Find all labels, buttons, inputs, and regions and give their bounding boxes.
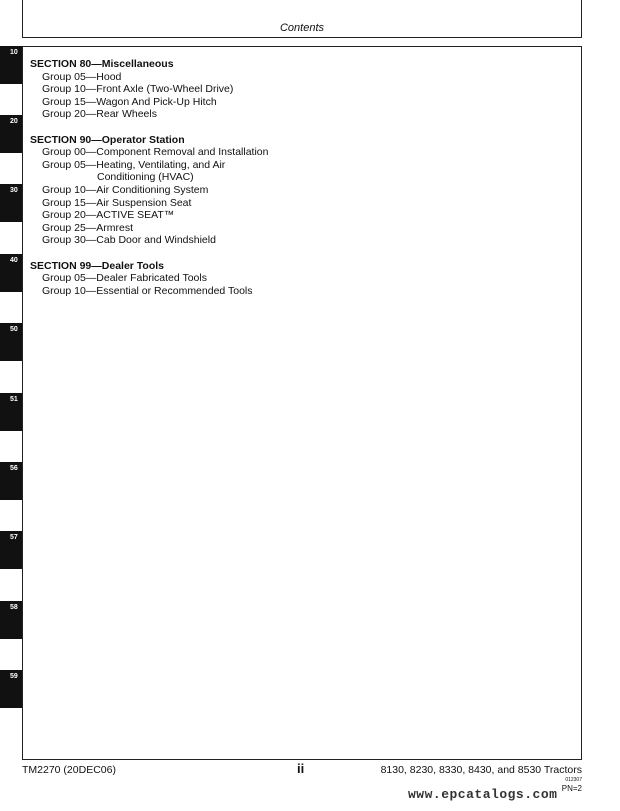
manual-number: TM2270 (20DEC06) — [22, 764, 116, 776]
group-entry[interactable]: Group 25—Armrest — [42, 221, 134, 234]
pn-number: PN=2 — [561, 784, 582, 793]
group-entry[interactable]: Group 10—Air Conditioning System — [42, 183, 209, 196]
section-heading[interactable]: SECTION 99—Dealer Tools — [30, 259, 165, 272]
group-entry[interactable]: Group 10—Essential or Recommended Tools — [42, 284, 253, 297]
section-tab[interactable]: 50 — [0, 323, 22, 361]
group-entry[interactable]: Group 00—Component Removal and Installation — [42, 146, 269, 159]
section-tab[interactable]: 51 — [0, 393, 22, 431]
section-heading[interactable]: SECTION 90—Operator Station — [30, 133, 185, 146]
group-entry-continued[interactable]: Conditioning (HVAC) — [97, 171, 194, 184]
group-entry[interactable]: Group 05—Heating, Ventilating, and Air — [42, 158, 226, 171]
section-tab[interactable]: 59 — [0, 670, 22, 708]
section-tab[interactable]: 10 — [0, 46, 22, 84]
page-title: Contents — [279, 22, 325, 34]
group-entry[interactable]: Group 05—Hood — [42, 70, 122, 83]
section-tab[interactable]: 30 — [0, 184, 22, 222]
group-entry[interactable]: Group 20—ACTIVE SEAT™ — [42, 209, 175, 222]
revision-code: 012307 — [565, 777, 582, 783]
group-entry[interactable]: Group 15—Air Suspension Seat — [42, 196, 192, 209]
section-tab[interactable]: 56 — [0, 462, 22, 500]
page-number: ii — [297, 761, 305, 776]
group-entry[interactable]: Group 30—Cab Door and Windshield — [42, 234, 216, 247]
group-entry[interactable]: Group 05—Dealer Fabricated Tools — [42, 272, 207, 285]
section-tab[interactable]: 58 — [0, 601, 22, 639]
table-of-contents — [30, 58, 268, 297]
header-frame — [22, 0, 582, 38]
section-heading[interactable]: SECTION 80—Miscellaneous — [30, 58, 174, 70]
section-tab[interactable]: 40 — [0, 254, 22, 292]
group-entry[interactable]: Group 15—Wagon And Pick-Up Hitch — [42, 95, 217, 108]
section-tab[interactable]: 20 — [0, 115, 22, 153]
group-entry[interactable]: Group 10—Front Axle (Two-Wheel Drive) — [42, 83, 234, 96]
section-tab[interactable]: 57 — [0, 531, 22, 569]
product-title: 8130, 8230, 8330, 8430, and 8530 Tractors — [380, 764, 582, 776]
watermark: www.epcatalogs.com — [408, 787, 558, 802]
group-entry[interactable]: Group 20—Rear Wheels — [42, 108, 157, 121]
